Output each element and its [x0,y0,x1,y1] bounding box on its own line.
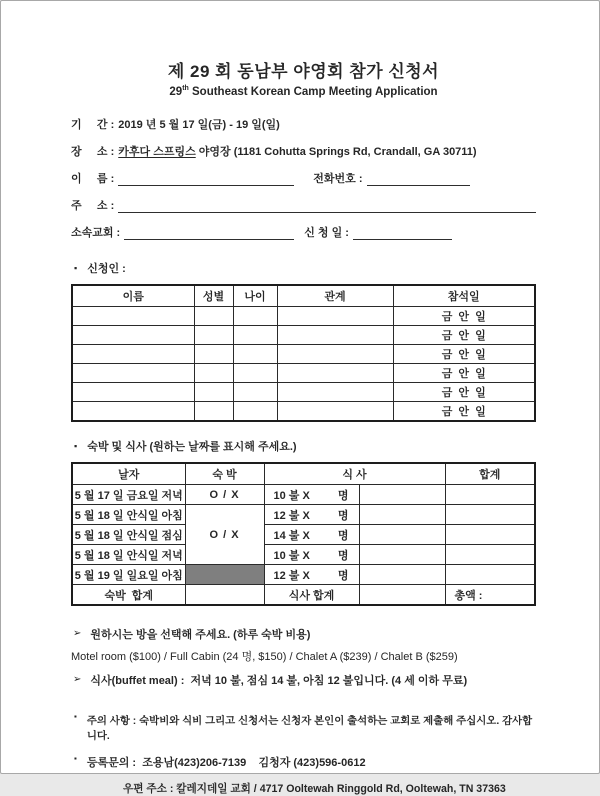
name-cell [72,326,194,345]
lodging-row [72,525,535,545]
gender-cell [194,402,233,421]
col-meal: 식 사 [264,463,445,485]
age-cell [233,326,277,345]
col-age: 나이 [233,285,277,307]
applicant-row [72,326,535,345]
attendance-options: 금 안 일 [393,364,535,383]
date-cell: 5 월 17 일 금요일 저녁 [72,485,185,505]
arrow-bullet-icon: ➢ [73,674,82,686]
meal-unit: 명 [337,569,349,582]
meal-count-cell [359,505,445,525]
meal-count-cell [359,545,445,565]
place-value [118,145,476,159]
applicant-row [72,345,535,364]
lodging-meal-table [71,462,536,606]
meal-price: 10 불 X [273,489,310,502]
name-blank-line [118,172,294,186]
applicants-header-row [72,285,535,307]
field-name-phone [71,172,536,186]
name-cell [72,364,194,383]
row-total-cell [445,565,535,585]
subtitle-number: 29 [169,85,183,98]
meal-count-cell [359,485,445,505]
meal-price: 12 불 X [273,509,310,522]
field-place [71,145,536,159]
caution-line [71,712,536,742]
phone-label: 전화번호 : [313,172,363,185]
stay-unavailable-cell [185,565,264,585]
square-bullet-icon: ▪ [74,711,77,721]
age-cell [233,402,277,421]
grand-total-label: 총액 : [445,585,535,605]
place-camp-name: 카후다 스프링스 [118,145,196,158]
relation-cell [277,383,393,402]
row-total-cell [445,545,535,565]
attendance-options: 금 안 일 [393,383,535,402]
church-blank-line [124,226,294,240]
apply-date-label: 신 청 일 : [304,226,349,239]
contact-line [71,754,536,770]
meal-total-cell [359,585,445,605]
square-bullet-icon: ▪ [74,440,78,451]
age-cell [233,364,277,383]
meal-count-cell [359,565,445,585]
subtitle-superscript: th [182,85,189,92]
room-options: Motel room ($100) / Full Cabin (24 명, $150) / Chalet A ($239) / Chalet B ($259) [71,650,458,663]
lodging-row [72,565,535,585]
attendance-options: 금 안 일 [393,326,535,345]
church-label: 소속교회 : [71,226,121,239]
attendance-options: 금 안 일 [393,307,535,326]
square-bullet-icon: ▪ [74,753,77,763]
relation-cell [277,307,393,326]
field-church-date [71,226,536,240]
square-bullet-icon: ▪ [74,262,78,273]
stay-ox-cell: O / X [185,485,264,505]
room-select-line [71,626,536,642]
caution-text: 주의 사항 : 숙박비와 식비 그리고 신청서는 신청자 본인이 출석하는 교회로 제출해 주십시오. 감사합니다. [86,715,533,742]
lodging-header-row [72,463,535,485]
date-cell: 5 월 18 일 안식일 점심 [72,525,185,545]
meal-info-text: 식사(buffet meal) : 저녁 10 불, 점심 14 불, 아침 12 불입니다. (4 세 이하 무료) [90,674,468,687]
lodging-footer-row [72,585,535,605]
col-total: 합계 [445,463,535,485]
contact-value: 조용남(423)206-7139 김청자 (423)596-0612 [139,756,366,769]
contact-label: 등록문의 : [86,756,140,769]
form-subtitle [71,85,536,98]
attendance-options: 금 안 일 [393,402,535,421]
form-title: 제 29 회 동남부 야영회 참가 신청서 [167,62,440,81]
date-cell: 5 월 18 일 안식일 아침 [72,505,185,525]
meal-cell [264,545,359,565]
stay-total-cell [185,585,264,605]
arrow-bullet-icon: ➢ [73,628,82,640]
gender-cell [194,326,233,345]
applicant-row [72,402,535,421]
period-value: 2019 년 5 월 17 일(금) - 19 일(일) [118,118,280,131]
col-name: 이름 [72,285,194,307]
col-gender: 성별 [194,285,233,307]
applicant-row [72,383,535,402]
gender-cell [194,364,233,383]
gender-cell [194,383,233,402]
meal-cell [264,505,359,525]
applicant-row [72,307,535,326]
col-date: 날자 [72,463,185,485]
meal-unit: 명 [337,549,349,562]
col-attendance: 참석일 [393,285,535,307]
row-total-cell [445,505,535,525]
relation-cell [277,345,393,364]
row-total-cell [445,485,535,505]
name-cell [72,383,194,402]
col-relation: 관계 [277,285,393,307]
place-address-text: 야영장 (1181 Cohutta Springs Rd, Crandall, GA 30711) [195,145,477,158]
date-cell: 5 월 19 일 일요일 아침 [72,565,185,585]
name-cell [72,345,194,364]
applicant-row [72,364,535,383]
phone-blank-line [367,172,470,186]
age-cell [233,383,277,402]
room-select-text: 원하시는 방을 선택해 주세요. (하루 숙박 비용) [90,628,311,641]
meal-price: 10 불 X [273,549,310,562]
relation-cell [277,326,393,345]
meal-price: 12 불 X [273,569,310,582]
attendance-options: 금 안 일 [393,345,535,364]
row-total-cell [445,525,535,545]
mailing-address: 우편 주소 : 칼레지데일 교회 / 4717 Ooltewah Ringgold Rd, Ooltewah, TN 37363 [123,782,506,795]
meal-unit: 명 [337,489,349,502]
applicants-table [71,284,536,422]
lodging-section-title: 숙박 및 식사 (원하는 날짜를 표시해 주세요.) [87,440,297,453]
applicants-section-header [71,260,536,276]
lodging-section-header [71,438,536,454]
address-label: 주 소 : [71,199,115,212]
place-label: 장 소 : [71,145,115,158]
age-cell [233,307,277,326]
gender-cell [194,307,233,326]
age-cell [233,345,277,364]
subtitle-text: Southeast Korean Camp Meeting Application [188,85,438,98]
applicants-section-title: 신청인 : [87,262,126,275]
relation-cell [277,364,393,383]
lodging-row [72,545,535,565]
field-address [71,199,536,213]
stay-total-label: 숙박 합계 [72,585,185,605]
meal-total-label: 식사 합계 [264,585,359,605]
stay-ox-merged-cell: O / X [185,505,264,565]
apply-date-blank-line [353,226,452,240]
col-stay: 숙 박 [185,463,264,485]
meal-cell [264,525,359,545]
name-cell [72,402,194,421]
name-label: 이 름 : [71,172,115,185]
name-cell [72,307,194,326]
field-period [71,118,536,132]
meal-price: 14 불 X [273,529,310,542]
gender-cell [194,345,233,364]
meal-cell [264,565,359,585]
meal-unit: 명 [337,509,349,522]
meal-cell [264,485,359,505]
date-cell: 5 월 18 일 안식일 저녁 [72,545,185,565]
lodging-row [72,505,535,525]
lodging-row [72,485,535,505]
address-blank-line [118,199,536,213]
meal-info-line [71,672,536,688]
meal-count-cell [359,525,445,545]
period-label: 기 간 : [71,118,115,131]
meal-unit: 명 [337,529,349,542]
relation-cell [277,402,393,421]
